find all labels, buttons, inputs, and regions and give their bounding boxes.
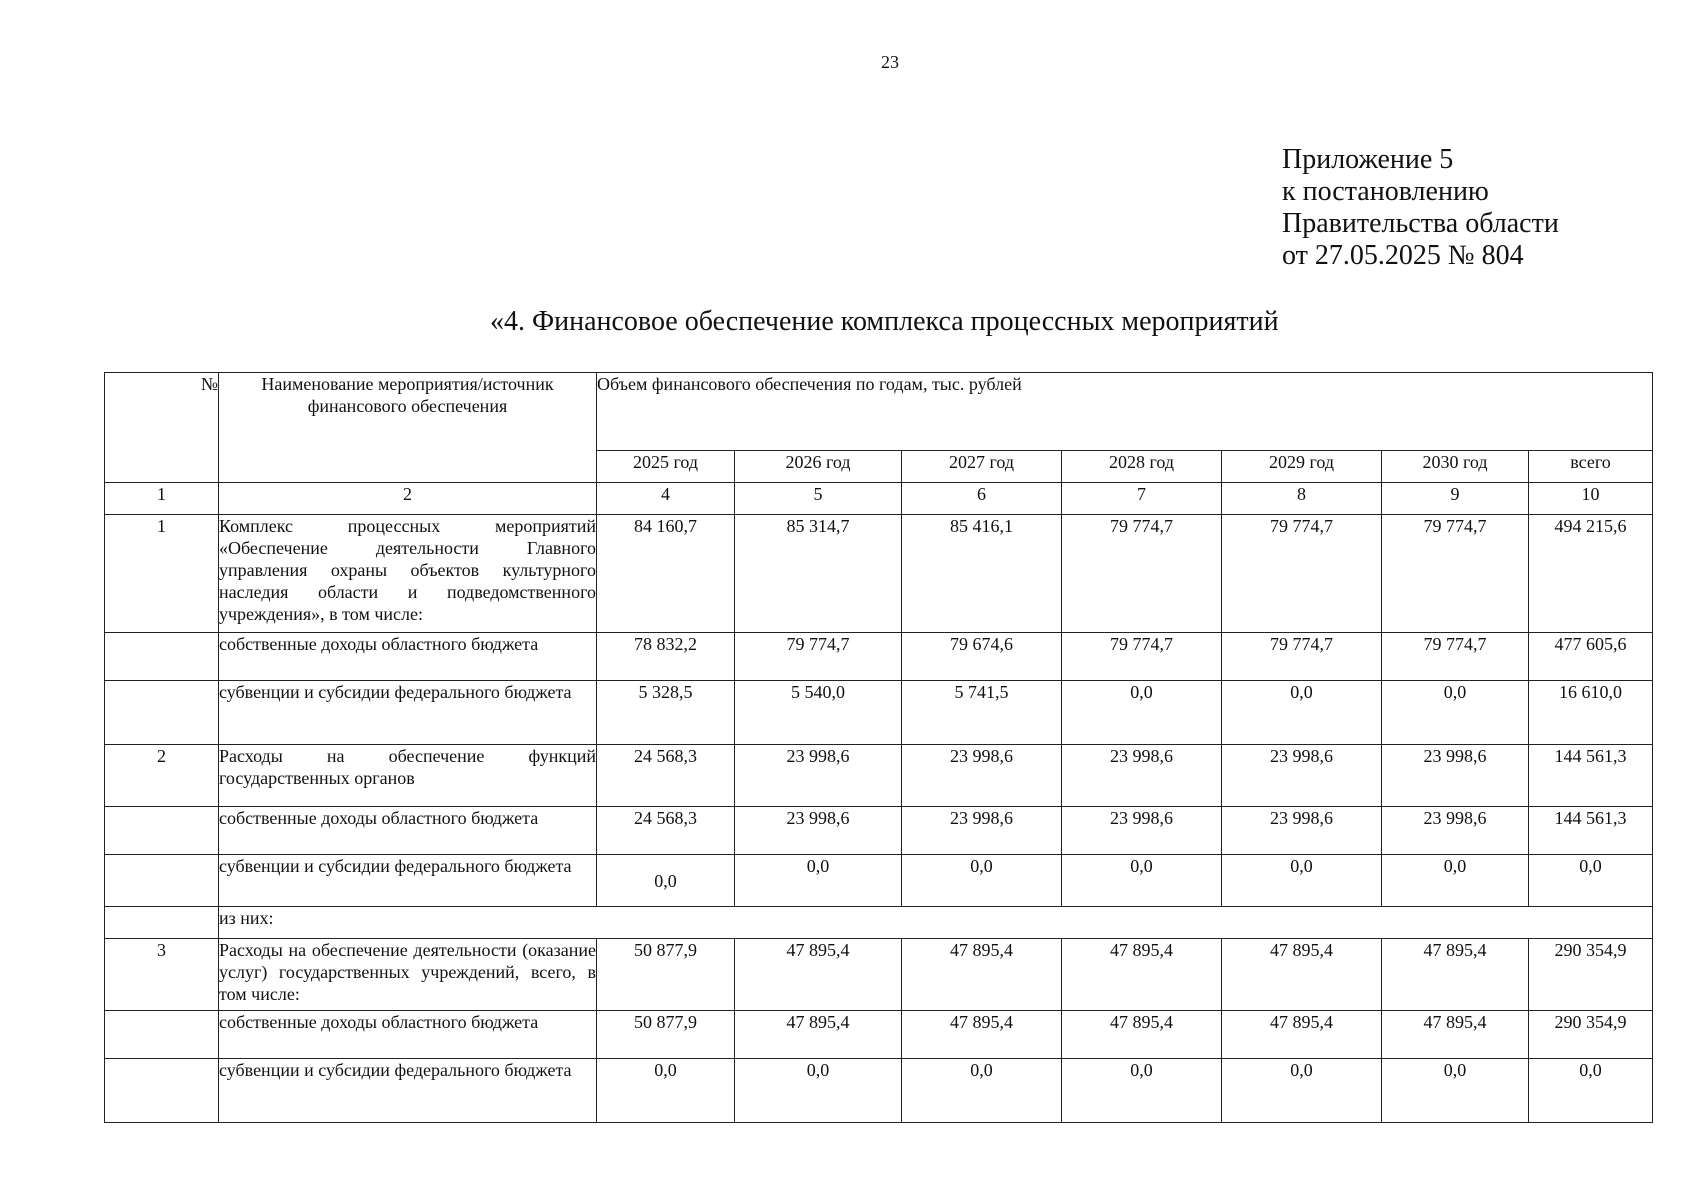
row-value: 23 998,6 xyxy=(1062,745,1222,807)
row-index: 1 xyxy=(105,515,219,633)
row-value: 0,0 xyxy=(902,855,1062,907)
row-value: 23 998,6 xyxy=(1062,807,1222,855)
header-year-2027: 2027 год xyxy=(902,451,1062,483)
row-value: 47 895,4 xyxy=(1062,939,1222,1011)
row-value: 79 774,7 xyxy=(1062,633,1222,681)
appendix-block xyxy=(1282,144,1559,272)
row-value: 79 674,6 xyxy=(902,633,1062,681)
row-value: 85 416,1 xyxy=(902,515,1062,633)
header-year-2030: 2030 год xyxy=(1382,451,1529,483)
row-value: 290 354,9 xyxy=(1529,939,1653,1011)
row-value: 0,0 xyxy=(1222,855,1382,907)
row-value: 23 998,6 xyxy=(1382,745,1529,807)
column-number: 10 xyxy=(1529,483,1653,515)
row-value: 47 895,4 xyxy=(1382,939,1529,1011)
header-year-2026: 2026 год xyxy=(735,451,902,483)
document-title: «4. Финансовое обеспечение комплекса процессных мероприятий xyxy=(490,306,1279,337)
row-name: из них: xyxy=(219,907,1653,939)
table-row xyxy=(105,633,1653,681)
row-name: собственные доходы областного бюджета xyxy=(219,1011,597,1059)
row-value: 0,0 xyxy=(735,855,902,907)
row-index: 2 xyxy=(105,745,219,807)
row-value: 23 998,6 xyxy=(1382,807,1529,855)
row-value: 5 540,0 xyxy=(735,681,902,745)
row-value: 0,0 xyxy=(735,1059,902,1123)
row-name: субвенции и субсидии федерального бюджета xyxy=(219,855,597,907)
row-value: 47 895,4 xyxy=(1222,1011,1382,1059)
column-number: 4 xyxy=(597,483,735,515)
row-index: 3 xyxy=(105,939,219,1011)
row-value: 0,0 xyxy=(1222,1059,1382,1123)
table-row xyxy=(105,1011,1653,1059)
row-value: 0,0 xyxy=(1382,681,1529,745)
header-volume: Объем финансового обеспечения по годам, тыс. рублей xyxy=(597,373,1653,451)
appendix-line-1: Приложение 5 xyxy=(1282,144,1454,175)
column-number: 5 xyxy=(735,483,902,515)
column-number: 2 xyxy=(219,483,597,515)
header-row-top xyxy=(105,373,1653,451)
row-value: 0,0 xyxy=(1222,681,1382,745)
row-value: 23 998,6 xyxy=(902,745,1062,807)
row-value: 0,0 xyxy=(1062,681,1222,745)
header-year-2028: 2028 год xyxy=(1062,451,1222,483)
row-value: 85 314,7 xyxy=(735,515,902,633)
row-value: 5 328,5 xyxy=(597,681,735,745)
table-row xyxy=(105,515,1653,633)
column-number: 8 xyxy=(1222,483,1382,515)
row-value: 79 774,7 xyxy=(1382,633,1529,681)
row-value: 50 877,9 xyxy=(597,1011,735,1059)
row-value: 16 610,0 xyxy=(1529,681,1653,745)
row-value: 477 605,6 xyxy=(1529,633,1653,681)
row-value: 144 561,3 xyxy=(1529,807,1653,855)
column-number-row xyxy=(105,483,1653,515)
table-row xyxy=(105,855,1653,907)
row-value: 84 160,7 xyxy=(597,515,735,633)
row-value: 23 998,6 xyxy=(735,745,902,807)
header-year-2029: 2029 год xyxy=(1222,451,1382,483)
appendix-line-2: к постановлению xyxy=(1282,176,1489,207)
row-name: собственные доходы областного бюджета xyxy=(219,807,597,855)
column-number: 7 xyxy=(1062,483,1222,515)
row-name: субвенции и субсидии федерального бюджета xyxy=(219,681,597,745)
row-value: 290 354,9 xyxy=(1529,1011,1653,1059)
page-number: 23 xyxy=(881,52,899,72)
row-value: 494 215,6 xyxy=(1529,515,1653,633)
column-number: 6 xyxy=(902,483,1062,515)
row-value: 5 741,5 xyxy=(902,681,1062,745)
row-value: 0,0 xyxy=(597,855,735,907)
row-value: 0,0 xyxy=(1062,855,1222,907)
table-row xyxy=(105,807,1653,855)
row-value: 23 998,6 xyxy=(1222,745,1382,807)
row-value: 47 895,4 xyxy=(1062,1011,1222,1059)
row-value: 79 774,7 xyxy=(1382,515,1529,633)
row-index xyxy=(105,907,219,939)
row-name: субвенции и субсидии федерального бюджета xyxy=(219,1059,597,1123)
table-row xyxy=(105,745,1653,807)
row-value: 47 895,4 xyxy=(1222,939,1382,1011)
row-index xyxy=(105,1011,219,1059)
row-value: 23 998,6 xyxy=(735,807,902,855)
row-value: 47 895,4 xyxy=(1382,1011,1529,1059)
row-value: 23 998,6 xyxy=(1222,807,1382,855)
row-value: 0,0 xyxy=(597,1059,735,1123)
financing-table xyxy=(104,372,1653,1123)
row-value: 0,0 xyxy=(902,1059,1062,1123)
appendix-line-3: Правительства области xyxy=(1282,208,1559,239)
row-index xyxy=(105,855,219,907)
row-value: 0,0 xyxy=(1529,1059,1653,1123)
table-row xyxy=(105,681,1653,745)
row-value: 79 774,7 xyxy=(1222,633,1382,681)
row-value: 23 998,6 xyxy=(902,807,1062,855)
row-value: 0,0 xyxy=(1382,855,1529,907)
header-year-2025: 2025 год xyxy=(597,451,735,483)
header-total: всего xyxy=(1529,451,1653,483)
row-value: 50 877,9 xyxy=(597,939,735,1011)
appendix-line-4: от 27.05.2025 № 804 xyxy=(1282,240,1524,271)
column-number: 1 xyxy=(105,483,219,515)
row-name: собственные доходы областного бюджета xyxy=(219,633,597,681)
row-value: 78 832,2 xyxy=(597,633,735,681)
table-row xyxy=(105,907,1653,939)
header-num: № xyxy=(105,373,219,483)
row-value: 47 895,4 xyxy=(902,1011,1062,1059)
row-value: 0,0 xyxy=(1062,1059,1222,1123)
row-index xyxy=(105,1059,219,1123)
table-row xyxy=(105,1059,1653,1123)
row-index xyxy=(105,633,219,681)
row-value: 79 774,7 xyxy=(1062,515,1222,633)
row-name: Комплекс процессных мероприятий «Обеспечение деятельности Главного управления охраны объектов культурного наследия области и подведомственного учреждения», в том числе: xyxy=(219,515,597,633)
row-value: 47 895,4 xyxy=(735,939,902,1011)
row-index xyxy=(105,681,219,745)
row-value: 24 568,3 xyxy=(597,745,735,807)
row-value: 24 568,3 xyxy=(597,807,735,855)
row-value: 47 895,4 xyxy=(735,1011,902,1059)
row-value: 0,0 xyxy=(1529,855,1653,907)
row-value: 47 895,4 xyxy=(902,939,1062,1011)
row-name: Расходы на обеспечение деятельности (оказание услуг) государственных учреждений, всего, в том числе: xyxy=(219,939,597,1011)
row-value: 144 561,3 xyxy=(1529,745,1653,807)
row-value: 79 774,7 xyxy=(1222,515,1382,633)
row-value: 0,0 xyxy=(1382,1059,1529,1123)
row-value: 79 774,7 xyxy=(735,633,902,681)
header-name: Наименование мероприятия/источник финансового обеспечения xyxy=(219,373,597,483)
row-name: Расходы на обеспечение функций государственных органов xyxy=(219,745,597,807)
column-number: 9 xyxy=(1382,483,1529,515)
row-index xyxy=(105,807,219,855)
table-row xyxy=(105,939,1653,1011)
